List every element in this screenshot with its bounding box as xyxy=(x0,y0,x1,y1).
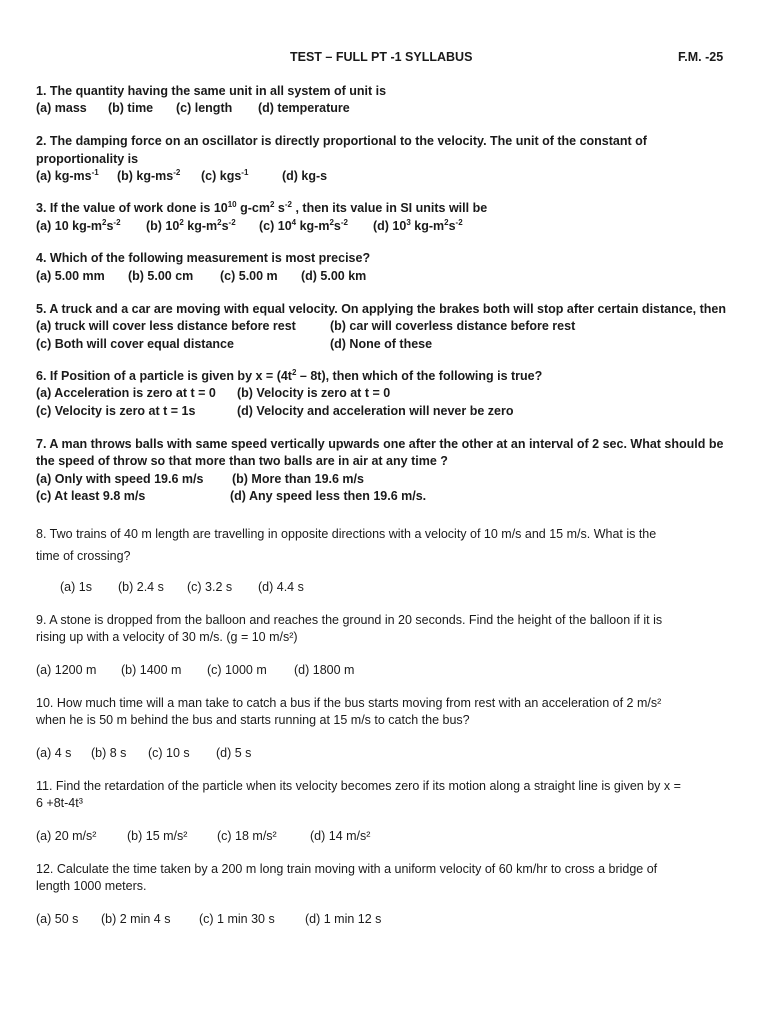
q7-option-b: (b) More than 19.6 m/s xyxy=(232,472,364,486)
question-12-line-2: length 1000 meters. xyxy=(36,879,147,893)
q8-option-b: (b) 2.4 s xyxy=(118,580,164,594)
q6-option-a: (a) Acceleration is zero at t = 0 xyxy=(36,386,216,400)
question-7-line-1: 7. A man throws balls with same speed vertically upwards one after the other at an interval of 2 sec. What should be xyxy=(36,437,724,451)
question-8-line-1: 8. Two trains of 40 m length are travelling in opposite directions with a velocity of 10 m/s and 15 m/s. What is the xyxy=(36,527,657,541)
q9-option-d: (d) 1800 m xyxy=(294,663,355,677)
question-5: 5. A truck and a car are moving with equal velocity. On applying the brakes both will stop after certain distance, then xyxy=(36,302,726,316)
q11-option-d: (d) 14 m/s² xyxy=(310,829,371,843)
question-1: 1. The quantity having the same unit in all system of unit is xyxy=(36,84,387,98)
q1-option-d: (d) temperature xyxy=(258,101,350,115)
q2-option-c: (c) kgs$^{-1}$ xyxy=(201,168,249,183)
question-6: 6. If Position of a particle is given by $x = (4t^2 - 8t)$, then which of the following is true? xyxy=(36,368,543,383)
q12-option-a: (a) 50 s xyxy=(36,912,79,926)
q1-option-b: (b) time xyxy=(108,101,154,115)
q4-option-c: (c) 5.00 m xyxy=(220,269,278,283)
test-title: TEST – FULL PT -1 SYLLABUS xyxy=(290,50,473,64)
question-4: 4. Which of the following measurement is most precise? xyxy=(36,251,371,265)
q9-option-a: (a) 1200 m xyxy=(36,663,97,677)
question-11-line-1: 11. Find the retardation of the particle when its velocity becomes zero if its motion along a straight line is given by x = xyxy=(36,779,681,793)
question-11-line-2: 6 +8t-4t³ xyxy=(36,796,83,810)
q12-option-d: (d) 1 min 12 s xyxy=(305,912,382,926)
q2-option-a: (a) $kg-ms^{-1}$ xyxy=(36,168,99,183)
q3-option-a: (a) 10 $kg-m^2s^{-2}$ xyxy=(36,218,121,233)
q6-option-c: (c) Velocity is zero at t = 1s xyxy=(36,404,196,418)
question-12-line-1: 12. Calculate the time taken by a 200 m long train moving with a uniform velocity of 60 km/hr to cross a bridge of xyxy=(36,862,658,876)
question-2-line-2: proportionality is xyxy=(36,152,139,166)
question-9-line-1: 9. A stone is dropped from the balloon and reaches the ground in 20 seconds. Find the height of the balloon if it is xyxy=(36,613,663,627)
q5-option-a: (a) truck will cover less distance before rest xyxy=(36,319,296,333)
q4-option-d: (d) 5.00 km xyxy=(301,269,367,283)
q5-option-d: (d) None of these xyxy=(330,337,433,351)
q2-option-b: (b) $kg-ms^{-2}$ xyxy=(117,168,181,183)
q9-option-c: (c) 1000 m xyxy=(207,663,267,677)
question-3: 3. If the value of work done is $10^{10}$ $g-cm^2$ $s^{-2}$ , then its value in SI units will be xyxy=(36,200,488,215)
q7-option-c: (c) At least 9.8 m/s xyxy=(36,489,146,503)
q3-option-c: (c) $10^4$ $kg-m^2s^{-2}$ xyxy=(259,218,348,233)
q2-option-d: (d) kg-s xyxy=(282,169,328,183)
q5-option-b: (b) car will coverless distance before rest xyxy=(330,319,576,333)
q10-option-d: (d) 5 s xyxy=(216,746,252,760)
question-2-line-1: 2. The damping force on an oscillator is directly proportional to the velocity. The unit of the constant of xyxy=(36,134,647,148)
question-10-line-1: 10. How much time will a man take to catch a bus if the bus starts moving from rest with an acceleration of 2 m/s² xyxy=(36,696,662,710)
q11-option-a: (a) 20 m/s² xyxy=(36,829,97,843)
q10-option-a: (a) 4 s xyxy=(36,746,72,760)
q8-option-d: (d) 4.4 s xyxy=(258,580,304,594)
question-9-line-2: rising up with a velocity of 30 m/s. (g = 10 m/s²) xyxy=(36,630,298,644)
question-8-line-2: time of crossing? xyxy=(36,549,131,563)
q9-option-b: (b) 1400 m xyxy=(121,663,182,677)
q4-option-a: (a) 5.00 mm xyxy=(36,269,105,283)
q6-option-b: (b) Velocity is zero at t = 0 xyxy=(237,386,391,400)
q8-option-c: (c) 3.2 s xyxy=(187,580,233,594)
q1-option-c: (c) length xyxy=(176,101,233,115)
q7-option-d: (d) Any speed less then 19.6 m/s. xyxy=(230,489,427,503)
q7-option-a: (a) Only with speed 19.6 m/s xyxy=(36,472,204,486)
q3-option-d: (d) $10^3$ $kg-m^2s^{-2}$ xyxy=(373,218,463,233)
question-10-line-2: when he is 50 m behind the bus and starts running at 15 m/s to catch the bus? xyxy=(36,713,470,727)
q8-option-a: (a) 1s xyxy=(60,580,92,594)
q10-option-c: (c) 10 s xyxy=(148,746,190,760)
q4-option-b: (b) 5.00 cm xyxy=(128,269,194,283)
q11-option-c: (c) 18 m/s² xyxy=(217,829,277,843)
q5-option-c: (c) Both will cover equal distance xyxy=(36,337,234,351)
q1-option-a: (a) mass xyxy=(36,101,87,115)
q3-option-b: (b) $10^2$ $kg-m^2s^{-2}$ xyxy=(146,218,236,233)
q12-option-b: (b) 2 min 4 s xyxy=(101,912,171,926)
q11-option-b: (b) 15 m/s² xyxy=(127,829,188,843)
full-marks: F.M. -25 xyxy=(678,50,724,64)
q12-option-c: (c) 1 min 30 s xyxy=(199,912,275,926)
q6-option-d: (d) Velocity and acceleration will never be zero xyxy=(237,404,514,418)
q10-option-b: (b) 8 s xyxy=(91,746,127,760)
question-7-line-2: the speed of throw so that more than two balls are in air at any time ? xyxy=(36,454,448,468)
